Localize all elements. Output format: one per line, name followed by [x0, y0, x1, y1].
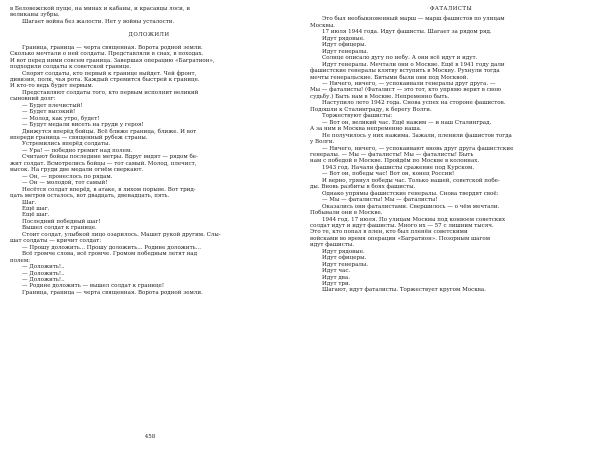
text-line: дивизия, полк, чья рота. Каждый стремится быстрей к границе. [10, 76, 200, 83]
text-line: Устремились вперёд солдаты. [22, 141, 111, 148]
text-line: Стоит солдат, улыбкой лицо озарилось. Машет рукой другим. Слы- [22, 231, 221, 238]
text-line: высок. На груди две медали огнём сверкают. [10, 167, 144, 174]
text-line: Это те, кто попал в плен, кто был пленён советскими [310, 229, 468, 236]
text-line: полем: [10, 257, 31, 264]
text-line: Спорят солдаты, кто первый к границе выйдет. Чей фронт, [22, 70, 197, 77]
text-line: войсками во время операции «Багратион». Позорным шагом [310, 235, 491, 242]
text-line: Последний победный шаг! [22, 218, 101, 225]
text-line: — Он — молодой, тот самый! [22, 180, 108, 187]
text-line: идут фашисты. [310, 242, 355, 249]
text-line: Москвы. [310, 22, 335, 29]
text-line: Ещё шаг. [22, 212, 50, 219]
text-line: — Будет высокий! [22, 109, 76, 116]
text-line: — Прошу доложить... Прошу доложить... Родине доложить... [22, 244, 201, 251]
text-line: Солнце описало дугу по небу. А они всё идут и идут. [322, 55, 478, 62]
text-line: — Он, — пронеслось по рядам. [22, 173, 113, 180]
text-line: — Ничего, ничего, — успокаивали генералы друг друга. — [322, 80, 496, 87]
text-line: Идут рядовые. [322, 35, 365, 42]
text-line: нам с победой в Москве. Пройдём по Москве в колоннах. [310, 158, 480, 165]
text-line: Идут офицеры. [322, 255, 367, 262]
intro-paragraphs [10, 6, 288, 25]
text-line: Идут рядовые. [322, 248, 365, 255]
text-line: Шагают, идут фаталисты. Торжествует кругом Москва. [322, 287, 486, 294]
text-line: подходили солдаты к советской границе. [10, 64, 132, 71]
text-line: Граница, граница — черта священная. Ворота родной земли. [22, 289, 203, 296]
text-line: Ещё шаг. [22, 206, 50, 213]
text-line: — Будут медали висеть на груди у героя! [22, 122, 144, 129]
text-line: Вышел солдат к границе. [22, 225, 97, 232]
text-line: цать метров осталось, вот двадцать, двенадцать, пять. [10, 193, 170, 200]
text-line: Несётся солдат вперёд, в атаке, в лихом порыве. Вот трид- [22, 186, 196, 193]
text-line: 1943 год. Начали фашисты сражение под Курском. [322, 164, 475, 171]
text-line: Не получилось у них нажима. Зажали, пленили фашистов тогда [322, 132, 512, 139]
text-line: Идут офицеры. [322, 42, 367, 49]
text-line: жит солдат. Всмотрелись бойцы — тот самый. Молод, плечист, [10, 160, 197, 167]
text-line: Это был необыкновенный марш — марш фашистов по улицам [322, 16, 505, 23]
left-page-column [10, 6, 288, 296]
text-line: солдат идут и идут фашисты. Много их — 57 с лишним тысяч. [310, 222, 494, 229]
text-line: — Родине доложить — вышел солдат к границе! [22, 283, 165, 290]
text-line: Идут генералы. [322, 48, 369, 55]
chapter-body [10, 45, 288, 297]
text-line: А за ним и Москва непременно наша. [310, 126, 422, 133]
text-line: — Доложить!.. [22, 277, 65, 283]
text-line: Считают бойцы последние метры. Вдруг видят — рядом бе- [22, 154, 198, 161]
text-line: Идут час. [322, 268, 351, 275]
text-line: Граница, граница — черта священная. Ворота родной земли. [22, 44, 203, 51]
text-line: — Ничего, ничего, — успокаивают вновь друг друга фашистские [322, 145, 514, 152]
text-line: Побывали они в Москве. [310, 210, 383, 217]
right-page-column [310, 6, 592, 294]
text-line: судьбу.) Быть нам в Москве. Непременно быть. [310, 93, 450, 100]
text-line: впереди граница — священный рубеж страны. [10, 135, 148, 142]
text-line: — Доложить!.. [22, 264, 65, 271]
text-line: И вот перед ними совсем граница. Завершая операцию «Багратион», [10, 57, 215, 64]
text-line: — Ура! — победно гремит над полем. [22, 147, 133, 154]
text-line: Наступило лето 1942 года. Снова успех на стороне фашистов. [322, 100, 506, 107]
text-line: шат солдаты — кричит солдат: [10, 238, 102, 245]
text-line: Шаг. [22, 199, 37, 206]
text-line: ды. Вновь разбиты в боях фашисты. [310, 184, 416, 191]
text-line: Идут генералы. [322, 261, 369, 268]
text-line: мечты генеральские. Битыми были они под Москвой. [310, 74, 469, 81]
text-line: И кто-то ведь будет первым. [10, 83, 94, 90]
page-number: 458 [144, 434, 156, 440]
text-line: 1944 год. 17 июля. По улицам Москвы под конвоем советских [322, 216, 506, 223]
chapter-heading-dolozhili: ДОЛОЖИЛИ [128, 31, 170, 38]
text-line: Представляют солдаты того, кто первым исполнит великий [22, 89, 199, 96]
text-line: Однако упрямы фашистские генералы. Снова твердят своё: [322, 190, 499, 197]
text-line: Сколько мечтали о ней солдаты. Представляли в снах, в походах. [10, 51, 204, 58]
text-line: фашистские генералы клятву вступить в Москву. Рухнули тогда [310, 68, 500, 75]
text-line: Шагает война без жалости. Нет у войны усталости. [22, 18, 175, 25]
text-line: — Вот он, победы час! Вот он, конец России! [322, 171, 455, 178]
chapter-body [310, 16, 592, 293]
text-line: — Будет плечистый! [22, 102, 83, 109]
text-line: генералы. — Мы — фаталисты! Мы — фаталисты! Быть [310, 151, 474, 158]
text-line: Подошли к Сталинграду, к берегу Волги. [310, 106, 432, 113]
text-line: у Волги. [310, 139, 335, 146]
text-line: Идут два. [322, 274, 350, 281]
text-line: — Вот он, великий час. Ещё нажим — и наш Сталинград. [322, 119, 492, 126]
text-line: Движутся вперёд бойцы. Всё ближе граница, ближе. И вот [22, 128, 197, 135]
text-line: Идут генералы. Мечтали они о Москве. Ещё в 1941 году дали [322, 61, 505, 68]
text-line: — Молод, как утро, будет! [22, 115, 100, 122]
chapter-heading-fatalisty: ФАТАЛИСТЫ [429, 6, 473, 12]
text-line: сыновний долг: [10, 96, 56, 103]
text-line: И верно, грянул победы час. Только нашей, советской побе- [322, 177, 500, 184]
right-page [300, 0, 600, 454]
text-line: — Доложить!.. [22, 270, 65, 277]
text-line: великаны зубры. [10, 12, 60, 19]
text-line: в Беловежской пуще, на минах и кабаны, и красавцы лоси, и [10, 6, 191, 12]
text-line: Торжествуют фашисты: [322, 113, 393, 120]
text-line: Всё громче слова, всё громче. Громом победным летят над [22, 251, 198, 258]
text-line: 17 июля 1944 года. Идут фашисты. Шагает за рядом ряд. [322, 29, 492, 36]
text-line: Идут три. [322, 281, 351, 288]
text-line: Мы — фаталисты! (Фаталист — это тот, кто упрямо верит в свою [310, 87, 502, 94]
text-line: — Мы — фаталисты! Мы — фаталисты! [322, 197, 438, 204]
text-line: Оказались они фаталистами. Свершилось — о чём мечтали. [322, 203, 500, 210]
